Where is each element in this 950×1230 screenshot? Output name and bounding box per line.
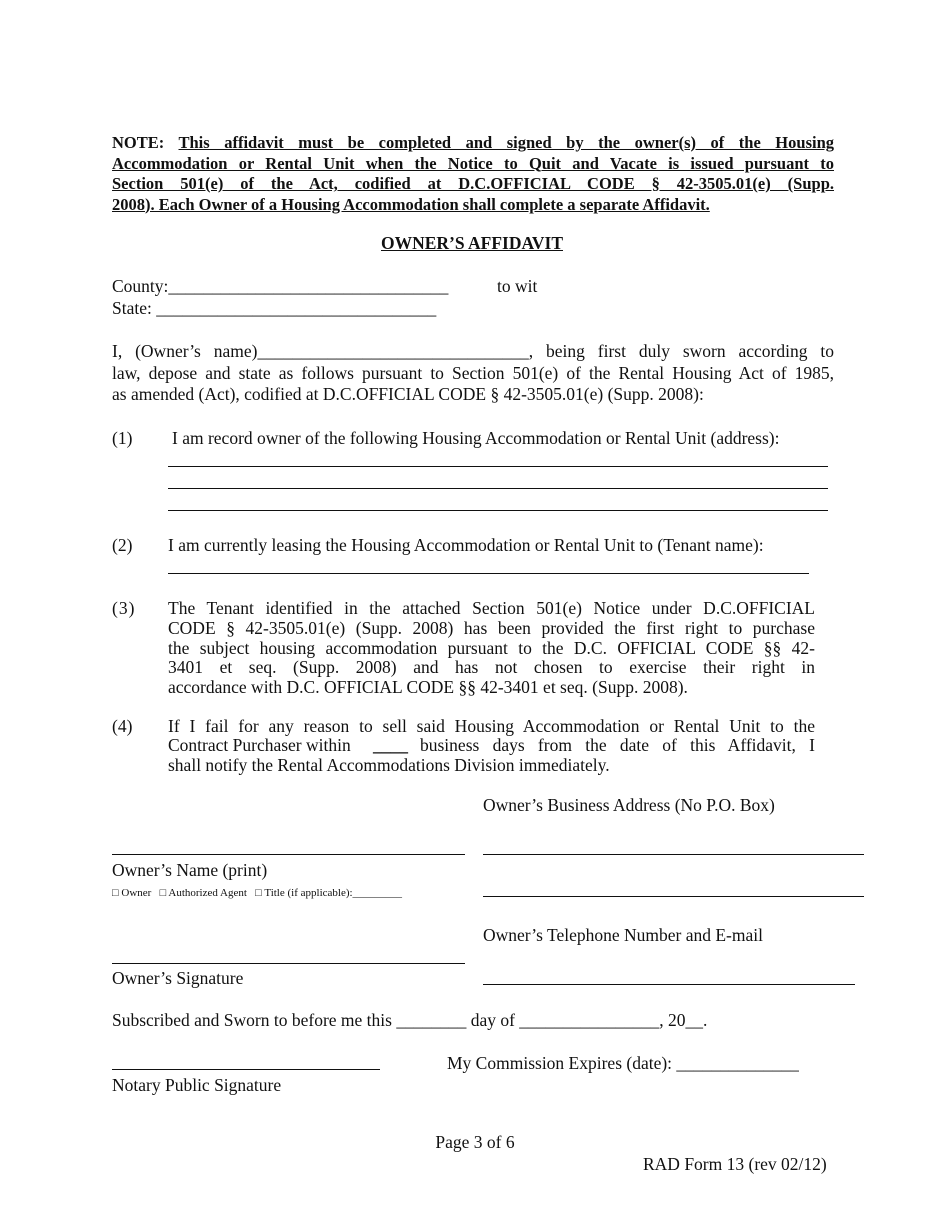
business-address-label: Owner’s Business Address (No P.O. Box) xyxy=(483,795,775,815)
notary-label: Notary Public Signature xyxy=(112,1075,282,1095)
note-line-4: 2008). Each Owner of a Housing Accommodation shall complete a separate Affidavit. xyxy=(112,194,710,214)
checkbox-title-label: Title (if applicable):_________ xyxy=(264,887,403,899)
checkbox-authorized-agent[interactable]: □ Authorized Agent xyxy=(159,887,247,899)
item-3-number: (3) xyxy=(112,598,136,618)
item-1-number: (1) xyxy=(112,428,133,448)
affidavit-title: OWNER’S AFFIDAVIT xyxy=(381,233,563,253)
sworn-statement: Subscribed and Sworn to before me this ________ day of ________________, 20__. xyxy=(112,1010,708,1030)
note-line-3: Section 501(e) of the Act, codified at D.C.OFFICIAL CODE § 42-3505.01(e) (Supp. xyxy=(112,174,834,193)
note-label: NOTE: xyxy=(112,133,165,152)
intro-line-3: as amended (Act), codified at D.C.OFFICIAL CODE § 42-3505.01(e) (Supp. 2008): xyxy=(112,384,704,404)
owner-signature-label: Owner’s Signature xyxy=(112,968,244,988)
item-3-line-4: 3401 et seq. (Supp. 2008) and has not chosen to exercise their right in xyxy=(168,657,815,677)
item-1-text: I am record owner of the following Housing Accommodation or Rental Unit (address): xyxy=(172,428,780,448)
telephone-line[interactable] xyxy=(483,984,855,985)
item-4-line-1: If I fail for any reason to sell said Housing Accommodation or Rental Unit to the xyxy=(168,716,815,736)
telephone-label: Owner’s Telephone Number and E-mail xyxy=(483,925,763,945)
item-2-number: (2) xyxy=(112,535,133,555)
item-3-line-2: CODE § 42-3505.01(e) (Supp. 2008) has been provided the first right to purchase xyxy=(168,618,815,638)
note-text-1: This affidavit must be completed and signed by the owner(s) of the Housing xyxy=(178,133,835,152)
item-3-line-5: accordance with D.C. OFFICIAL CODE §§ 42-3401 et seq. (Supp. 2008). xyxy=(168,677,688,697)
item-4-line-3: shall notify the Rental Accommodations Division immediately. xyxy=(168,755,610,775)
item-2-text: I am currently leasing the Housing Accommodation or Rental Unit to (Tenant name): xyxy=(168,535,764,555)
owner-signature-line[interactable] xyxy=(112,963,465,964)
tenant-name-line[interactable] xyxy=(168,573,809,574)
intro-line-2: law, depose and state as follows pursuant to Section 501(e) of the Rental Housing Act of 1985, xyxy=(112,363,834,383)
owner-role-options xyxy=(112,887,402,899)
address-line-1[interactable] xyxy=(168,466,828,467)
owner-name-line[interactable] xyxy=(112,854,465,855)
note-line-2: Accommodation or Rental Unit when the Notice to Quit and Vacate is issued pursuant to xyxy=(112,153,834,173)
note-line-1 xyxy=(112,133,834,154)
item-4-number: (4) xyxy=(112,716,133,736)
state-field[interactable]: State: ________________________________ xyxy=(112,298,437,318)
business-days-blank[interactable]: ____ xyxy=(373,735,408,755)
owner-name-label: Owner’s Name (print) xyxy=(112,860,268,880)
to-wit-text: to wit xyxy=(497,276,538,296)
item-3-line-1: The Tenant identified in the attached Section 501(e) Notice under D.C.OFFICIAL xyxy=(168,598,815,618)
checkbox-owner[interactable]: □ Owner xyxy=(112,887,152,899)
item-4-line-2-start: Contract Purchaser within xyxy=(168,735,351,755)
note-block xyxy=(112,133,834,215)
item-4-line-2-end: business days from the date of this Affidavit, I xyxy=(420,735,815,755)
business-address-line-1[interactable] xyxy=(483,854,864,855)
address-line-3[interactable] xyxy=(168,510,828,511)
notary-signature-line[interactable] xyxy=(112,1069,380,1070)
form-id: RAD Form 13 (rev 02/12) xyxy=(643,1154,827,1174)
county-field[interactable]: County:________________________________ xyxy=(112,276,449,296)
checkbox-title[interactable]: □ Title (if applicable):_________ xyxy=(255,887,403,899)
business-address-line-2[interactable] xyxy=(483,896,864,897)
commission-expires: My Commission Expires (date): ______________ xyxy=(447,1053,799,1073)
checkbox-agent-label: Authorized Agent xyxy=(168,887,247,899)
intro-line-1: I, (Owner’s name)_______________________________, being first duly sworn according to xyxy=(112,341,834,361)
checkbox-owner-label: Owner xyxy=(121,887,152,899)
address-line-2[interactable] xyxy=(168,488,828,489)
item-3-line-3: the subject housing accommodation pursuant to the D.C. OFFICIAL CODE §§ 42- xyxy=(168,638,815,658)
page-number: Page 3 of 6 xyxy=(435,1132,515,1152)
